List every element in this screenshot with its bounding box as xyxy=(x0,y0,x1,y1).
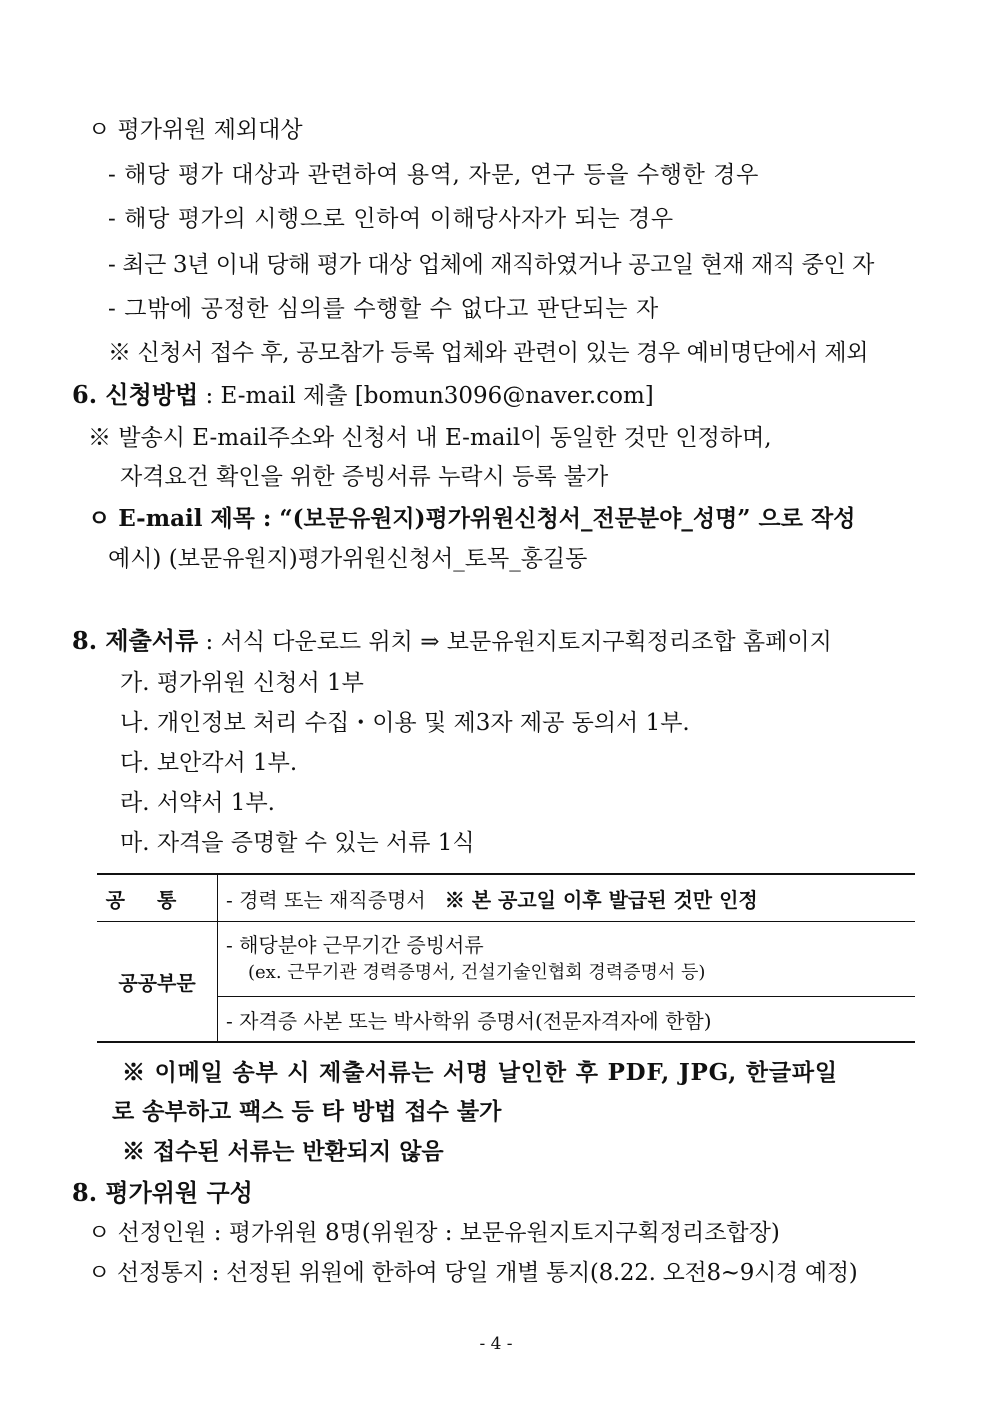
page-number: - 4 - xyxy=(479,1334,513,1354)
committee-item-2: ㅇ 선정통지 : 선정된 위원에 한하여 당일 개별 통지(8.22. 오전8~9시경 예정) xyxy=(88,1260,858,1286)
document-item-1: 가. 평가위원 신청서 1부 xyxy=(120,670,364,696)
committee-item-1: ㅇ 선정인원 : 평가위원 8명(위원장 : 보문유원지토지구획정리조합장) xyxy=(88,1220,780,1246)
table-row xyxy=(97,997,915,1043)
notice-line-3: ※ 접수된 서류는 반환되지 않음 xyxy=(122,1138,444,1165)
documents-line xyxy=(72,626,832,657)
exclusion-item-1: - 해당 평가 대상과 관련하여 용역, 자문, 연구 등을 수행한 경우 xyxy=(108,162,759,188)
document-item-3: 다. 보안각서 1부. xyxy=(120,750,298,776)
exclusion-note: ※ 신청서 접수 후, 공모참가 등록 업체와 관련이 있는 경우 예비명단에서 제외 xyxy=(108,340,869,366)
table-row xyxy=(97,922,915,997)
table-row xyxy=(97,874,915,922)
license-doc-text: - 자격증 사본 또는 박사학위 증명서(전문자격자에 한함) xyxy=(226,1008,712,1033)
table-label-common: 공통 xyxy=(97,874,218,922)
documents-heading: 8. 제출서류 xyxy=(72,626,199,655)
public-doc-text: - 해당분야 근무기간 증빙서류 xyxy=(226,933,484,957)
method-text: : E-mail 제출 [bomun3096@naver.com] xyxy=(198,383,654,409)
table-cell xyxy=(218,922,916,997)
document-item-5: 마. 자격을 증명할 수 있는 서류 1식 xyxy=(120,830,475,856)
exclusion-title: ㅇ 평가위원 제외대상 xyxy=(88,117,303,143)
table-cell xyxy=(218,874,916,922)
common-doc-note: ※ 본 공고일 이후 발급된 것만 인정 xyxy=(444,887,758,912)
document-item-2: 나. 개인정보 처리 수집・이용 및 제3자 제공 동의서 1부. xyxy=(120,710,690,736)
email-subject: ㅇ E-mail 제목 : “(보문유원지)평가위원신청서_전문분야_성명” 으로 작성 xyxy=(88,505,856,532)
documents-text: : 서식 다운로드 위치 ⇒ 보문유원지토지구획정리조합 홈페이지 xyxy=(198,629,832,655)
email-example: 예시) (보문유원지)평가위원신청서_토목_홍길동 xyxy=(108,546,588,572)
table-label-public: 공공부문 xyxy=(97,922,218,1043)
notice-line-1: ※ 이메일 송부 시 제출서류는 서명 날인한 후 PDF, JPG, 한글파일 xyxy=(122,1059,838,1086)
method-line xyxy=(72,380,654,411)
document-item-4: 라. 서약서 1부. xyxy=(120,790,275,816)
exclusion-item-2: - 해당 평가의 시행으로 인하여 이해당사자가 되는 경우 xyxy=(108,206,674,232)
exclusion-item-4: - 그밖에 공정한 심의를 수행할 수 없다고 판단되는 자 xyxy=(108,296,659,322)
notice-line-2: 로 송부하고 팩스 등 타 방법 접수 불가 xyxy=(112,1098,502,1125)
method-heading: 6. 신청방법 xyxy=(72,380,199,409)
method-note-1: ※ 발송시 E-mail주소와 신청서 내 E-mail이 동일한 것만 인정하며, xyxy=(88,425,772,451)
exclusion-item-3: - 최근 3년 이내 당해 평가 대상 업체에 재직하였거나 공고일 현재 재직 중인 자 xyxy=(108,252,874,278)
common-doc-text: - 경력 또는 재직증명서 xyxy=(226,887,426,912)
documents-table xyxy=(97,873,915,1043)
public-doc-subtext: (ex. 근무기관 경력증명서, 건설기술인협회 경력증명서 등) xyxy=(248,962,706,983)
method-note-2: 자격요건 확인을 위한 증빙서류 누락시 등록 불가 xyxy=(120,464,609,490)
committee-heading: 8. 평가위원 구성 xyxy=(72,1178,253,1207)
